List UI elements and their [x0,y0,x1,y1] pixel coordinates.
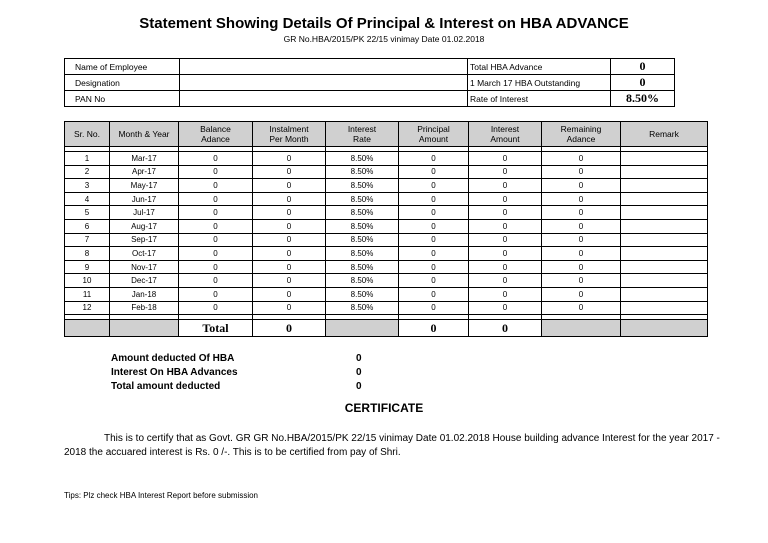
table-cell: 0 [253,206,326,220]
table-row [65,206,708,220]
table-cell: 9 [65,260,110,274]
total-row [65,320,708,337]
table-cell: Sep-17 [110,233,179,247]
table-cell [621,165,708,179]
table-row [65,192,708,206]
table-cell: 0 [399,165,469,179]
total-principal: 0 [399,320,469,337]
table-cell: 0 [399,301,469,315]
table-cell: 0 [179,152,253,166]
name-field[interactable] [180,59,468,75]
table-cell: 8 [65,247,110,261]
table-cell: 0 [542,206,621,220]
table-cell: 0 [253,192,326,206]
certificate-heading: CERTIFICATE [344,401,424,415]
table-cell: 8.50% [326,179,399,193]
table-cell: May-17 [110,179,179,193]
tips-note: Tips: Plz check HBA Interest Report before submission [64,491,259,500]
table-row [65,179,708,193]
table-cell: 10 [65,274,110,288]
table-cell: 0 [469,274,542,288]
interest-label: Interest On HBA Advances [111,367,238,378]
rate-label: Rate of Interest [468,91,611,107]
table-cell: 0 [542,179,621,193]
certificate-body [64,432,724,460]
table-row [65,233,708,247]
table-cell [621,152,708,166]
pan-label: PAN No [65,91,180,107]
col-interest-rate: Interest Rate [326,122,399,147]
table-cell: 1 [65,152,110,166]
table-cell: Oct-17 [110,247,179,261]
table-cell: 0 [399,233,469,247]
table-cell: 0 [542,260,621,274]
table-cell: 0 [542,152,621,166]
table-cell: 8.50% [326,274,399,288]
table-cell: 0 [469,233,542,247]
table-cell: 0 [253,165,326,179]
pan-field[interactable] [180,91,468,107]
table-row [65,274,708,288]
table-cell: 8.50% [326,301,399,315]
table-cell: 0 [542,192,621,206]
table-cell: 0 [542,247,621,261]
total-hba-value[interactable]: 0 [611,59,675,75]
rate-value[interactable]: 8.50% [611,91,675,107]
table-cell: 0 [469,247,542,261]
table-cell: 0 [179,192,253,206]
gr-reference: GR No.HBA/2015/PK 22/15 vinimay Date 01.02.2018 [283,34,485,44]
table-cell: 0 [253,301,326,315]
col-sr-no: Sr. No. [65,122,110,147]
table-cell: 0 [542,287,621,301]
table-cell: 8.50% [326,247,399,261]
col-remaining: Remaining Adance [542,122,621,147]
total-hba-label: Total HBA Advance [468,59,611,75]
table-cell: 0 [469,301,542,315]
table-cell: 8.50% [326,206,399,220]
table-cell: 0 [179,233,253,247]
table-cell [621,192,708,206]
table-cell: 0 [542,301,621,315]
outstanding-label: 1 March 17 HBA Outstanding [468,75,611,91]
table-cell: Mar-17 [110,152,179,166]
table-cell: 0 [253,274,326,288]
table-cell: 0 [399,219,469,233]
table-cell: 0 [469,192,542,206]
table-cell: 0 [469,179,542,193]
table-cell [621,219,708,233]
name-label: Name of Employee [65,59,180,75]
table-row [65,287,708,301]
table-cell: 0 [542,233,621,247]
table-cell: 0 [179,219,253,233]
table-cell: 0 [179,274,253,288]
table-cell [621,274,708,288]
table-cell: 8.50% [326,260,399,274]
table-cell [621,179,708,193]
table-cell: 0 [179,179,253,193]
table-cell: 0 [469,152,542,166]
table-cell: 0 [179,301,253,315]
table-cell: 0 [253,233,326,247]
table-cell: Dec-17 [110,274,179,288]
table-cell: 0 [469,260,542,274]
table-cell: 0 [253,219,326,233]
table-cell: 0 [542,165,621,179]
total-deducted-label: Total amount deducted [111,381,221,392]
table-cell: 0 [179,260,253,274]
table-row [65,301,708,315]
table-cell [621,233,708,247]
table-cell [621,301,708,315]
statement-title: Statement Showing Details Of Principal & Interest on HBA ADVANCE [139,15,629,32]
table-cell: 8.50% [326,165,399,179]
col-instalment: Instalment Per Month [253,122,326,147]
col-month-year: Month & Year [110,122,179,147]
total-label: Total [179,320,253,337]
table-cell [621,260,708,274]
table-cell: 0 [399,247,469,261]
table-cell: Nov-17 [110,260,179,274]
table-cell: 12 [65,301,110,315]
table-cell: Jan-18 [110,287,179,301]
table-cell: 0 [179,247,253,261]
designation-label: Designation [65,75,180,91]
table-cell: 0 [253,247,326,261]
total-interest: 0 [469,320,542,337]
table-cell: 0 [399,179,469,193]
table-cell: 0 [399,287,469,301]
table-cell: 8.50% [326,152,399,166]
table-cell: 0 [399,274,469,288]
interest-schedule-table [64,121,708,337]
table-cell: Jun-17 [110,192,179,206]
table-cell: 0 [469,287,542,301]
table-cell: 7 [65,233,110,247]
table-cell: 2 [65,165,110,179]
table-row [65,260,708,274]
table-cell: 11 [65,287,110,301]
header-row [65,122,708,147]
deducted-label: Amount deducted Of HBA [111,353,235,364]
table-cell: 0 [253,260,326,274]
table-cell: 0 [399,260,469,274]
table-cell: 0 [469,165,542,179]
table-cell: 0 [253,287,326,301]
outstanding-value[interactable]: 0 [611,75,675,91]
table-cell: 0 [253,179,326,193]
table-cell: 3 [65,179,110,193]
table-cell [621,206,708,220]
table-cell: 0 [253,152,326,166]
table-cell: 0 [179,287,253,301]
table-cell: Feb-18 [110,301,179,315]
total-deducted-value: 0 [356,381,362,392]
col-remark: Remark [621,122,708,147]
col-balance: Balance Adance [179,122,253,147]
table-cell: 8.50% [326,192,399,206]
table-cell: 0 [399,206,469,220]
deducted-value: 0 [356,353,362,364]
table-row [65,219,708,233]
schedule-rows [65,152,708,315]
table-cell: Aug-17 [110,219,179,233]
certificate-text: This is to certify that as Govt. GR GR No.HBA/2015/PK 22/15 vinimay Date 01.02.2018 House building advance Interest for the year 2017 - 2018 the accuared interest is Rs. 0 /-. This is to be certified from pay of Shri. [64,433,720,458]
table-cell: 0 [399,192,469,206]
table-cell: 0 [399,152,469,166]
col-interest-amount: Interest Amount [469,122,542,147]
table-row [65,152,708,166]
col-principal: Principal Amount [399,122,469,147]
table-cell: Jul-17 [110,206,179,220]
table-cell: 6 [65,219,110,233]
table-cell: 0 [179,206,253,220]
table-cell: 0 [469,219,542,233]
table-cell: 0 [542,274,621,288]
designation-field[interactable] [180,75,468,91]
table-cell: 4 [65,192,110,206]
total-instalment: 0 [253,320,326,337]
table-row [65,165,708,179]
table-cell [621,247,708,261]
table-cell: Apr-17 [110,165,179,179]
table-cell: 5 [65,206,110,220]
interest-value: 0 [356,367,362,378]
table-cell: 0 [542,219,621,233]
table-cell [621,287,708,301]
table-cell: 8.50% [326,233,399,247]
employee-info-table [64,58,675,107]
table-cell: 8.50% [326,287,399,301]
table-cell: 0 [179,165,253,179]
table-cell: 8.50% [326,219,399,233]
table-row [65,247,708,261]
table-cell: 0 [469,206,542,220]
